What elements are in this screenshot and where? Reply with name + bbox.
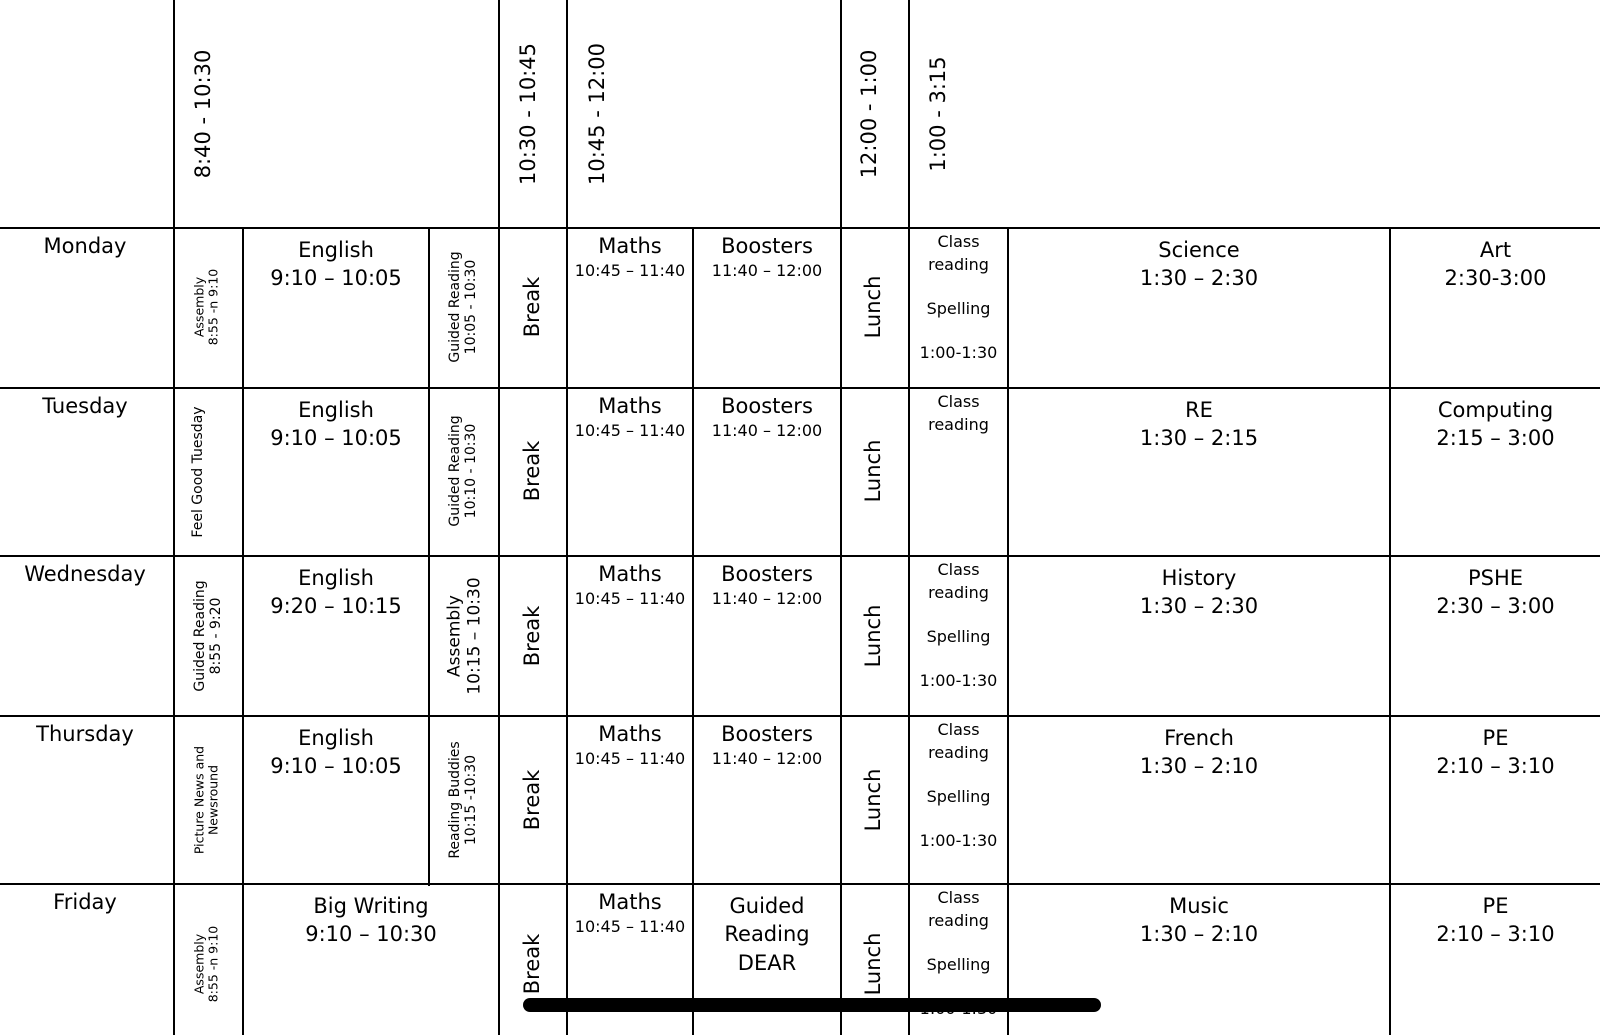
- break-label: Break: [519, 276, 544, 338]
- boosters-lesson: Boosters 11:40 – 12:00: [711, 394, 823, 440]
- afternoon-lesson-2: PSHE 2:30 – 3:00: [1436, 566, 1555, 619]
- grid-line: [498, 0, 500, 1035]
- class-reading: Class reading Spelling: [926, 888, 991, 974]
- maths-lesson: Maths 10:45 – 11:40: [574, 394, 686, 440]
- guided-reading-lesson: Guided Reading DEAR: [724, 894, 810, 975]
- day-label: Monday: [43, 234, 127, 258]
- afternoon-lesson-2: Art 2:30-3:00: [1444, 238, 1547, 291]
- class-reading: Class reading Spelling 1:00-1:30: [919, 720, 998, 850]
- header-slot-5: 1:00 - 3:15: [925, 56, 950, 172]
- break-label: Break: [519, 769, 544, 831]
- maths-lesson: Maths 10:45 – 11:40: [574, 562, 686, 608]
- lunch-label: Lunch: [860, 932, 885, 996]
- break-label: Break: [519, 933, 544, 995]
- maths-lesson: Maths 10:45 – 11:40: [574, 234, 686, 280]
- big-writing-lesson: Big Writing 9:10 – 10:30: [305, 894, 437, 947]
- boosters-lesson: Boosters 11:40 – 12:00: [711, 722, 823, 768]
- lunch-label: Lunch: [860, 275, 885, 339]
- lunch-label: Lunch: [860, 439, 885, 503]
- header-slot-4: 12:00 - 1:00: [856, 49, 881, 179]
- late-slot: Guided Reading 10:10 - 10:30: [446, 415, 479, 527]
- afternoon-lesson-1: French 1:30 – 2:10: [1139, 726, 1259, 779]
- grid-line: [0, 227, 1600, 229]
- late-slot: Assembly 10:15 – 10:30: [444, 577, 484, 695]
- late-slot: Guided Reading 10:05 - 10:30: [446, 251, 479, 363]
- maths-lesson: Maths 10:45 – 11:40: [574, 722, 686, 768]
- grid-line: [908, 0, 910, 1035]
- afternoon-lesson-1: History 1:30 – 2:30: [1139, 566, 1259, 619]
- day-label: Friday: [53, 890, 117, 914]
- maths-lesson: Maths 10:45 – 11:40: [574, 890, 686, 936]
- grid-line: [840, 0, 842, 1035]
- class-reading: Class reading: [928, 392, 989, 434]
- english-lesson: English 9:10 – 10:05: [270, 238, 402, 291]
- grid-line: [0, 883, 1600, 885]
- header-slot-2: 10:30 - 10:45: [515, 43, 540, 185]
- early-slot: Assembly 8:55 -n 9:10: [191, 268, 221, 346]
- afternoon-lesson-2: PE 2:10 – 3:10: [1436, 726, 1555, 779]
- boosters-lesson: Boosters 11:40 – 12:00: [711, 562, 823, 608]
- afternoon-lesson-1: Science 1:30 – 2:30: [1139, 238, 1259, 291]
- header-slot-1: 8:40 - 10:30: [190, 49, 215, 179]
- class-reading: Class reading Spelling 1:00-1:30: [919, 232, 998, 362]
- early-slot: Guided Reading 8:55 - 9:20: [191, 580, 224, 692]
- grid-line: [173, 0, 175, 1035]
- lunch-label: Lunch: [860, 768, 885, 832]
- early-slot: Feel Good Tuesday: [189, 406, 206, 538]
- grid-line: [0, 715, 1600, 717]
- afternoon-lesson-2: Computing 2:15 – 3:00: [1436, 398, 1555, 451]
- afternoon-lesson-1: Music 1:30 – 2:10: [1139, 894, 1259, 947]
- home-indicator-bar[interactable]: [523, 998, 1101, 1012]
- break-label: Break: [519, 605, 544, 667]
- day-label: Tuesday: [42, 394, 128, 418]
- break-label: Break: [519, 440, 544, 502]
- afternoon-lesson-1: RE 1:30 – 2:15: [1139, 398, 1259, 451]
- early-slot: Assembly 8:55 -n 9:10: [191, 925, 221, 1003]
- lunch-label: Lunch: [860, 604, 885, 668]
- class-reading: Class reading Spelling 1:00-1:30: [919, 560, 998, 690]
- english-lesson: English 9:10 – 10:05: [270, 726, 402, 779]
- early-slot: Picture News and Newsround: [191, 745, 221, 855]
- grid-line: [0, 555, 1600, 557]
- english-lesson: English 9:20 – 10:15: [270, 566, 402, 619]
- late-slot: Reading Buddies 10:15 -10:30: [446, 741, 479, 859]
- english-lesson: English 9:10 – 10:05: [270, 398, 402, 451]
- grid-line: [428, 228, 430, 886]
- boosters-lesson: Boosters 11:40 – 12:00: [711, 234, 823, 280]
- day-label: Thursday: [36, 722, 134, 746]
- afternoon-lesson-2: PE 2:10 – 3:10: [1436, 894, 1555, 947]
- day-label: Wednesday: [24, 562, 146, 586]
- grid-line: [566, 0, 568, 1035]
- grid-line: [0, 387, 1600, 389]
- header-slot-3: 10:45 - 12:00: [584, 43, 609, 185]
